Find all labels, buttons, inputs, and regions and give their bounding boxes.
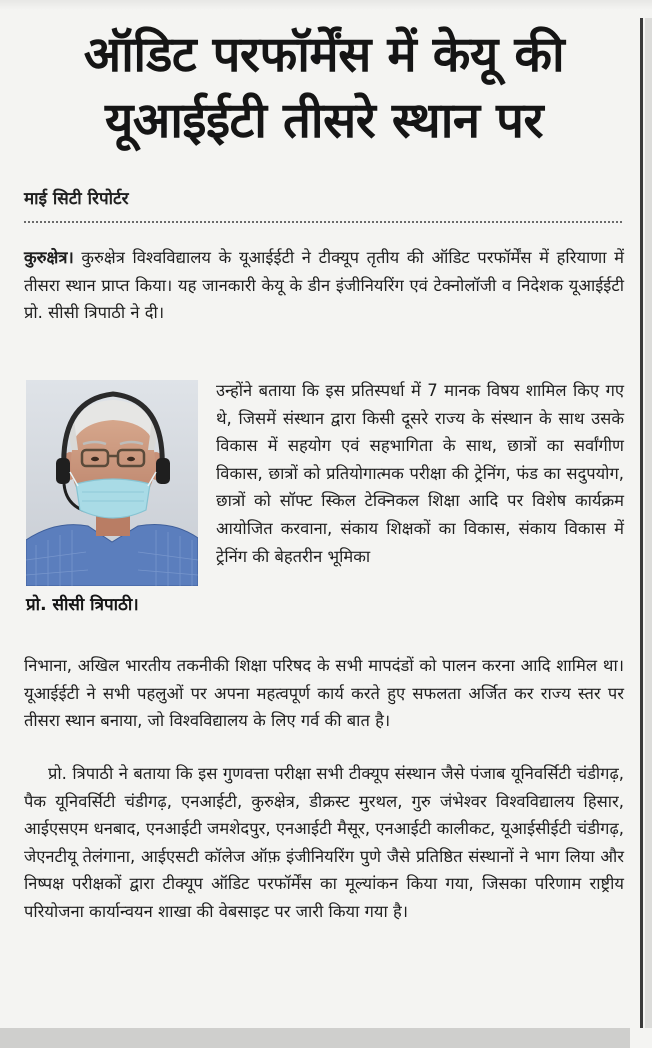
portrait-photo xyxy=(26,380,198,586)
portrait-illustration xyxy=(26,380,198,586)
column-divider xyxy=(640,18,643,1028)
next-article-edge xyxy=(0,1028,630,1048)
headline: ऑडिट परफॉर्मेंस में केयू की यूआईईटी तीसरे स्थान पर xyxy=(83,26,565,149)
byline-divider xyxy=(24,221,622,223)
paragraph-intro-text: कुरुक्षेत्र विश्वविद्यालय के यूआईईटी ने टीक्यूप तृतीय की ऑडिट परफॉर्मेंस में हरियाणा में तीसरा स्थान प्राप्त किया। यह जानकारी केयू के डीन इंजीनियरिंग एवं टेक्नोलॉजी व निदेशक यूआईईटी प्रो. सीसी त्रिपाठी ने दी। xyxy=(24,248,624,323)
top-edge xyxy=(0,0,652,10)
photo-caption: प्रो. सीसी त्रिपाठी। xyxy=(26,595,139,615)
byline: माई सिटी रिपोर्टर xyxy=(24,189,129,209)
paragraph-institutions: प्रो. त्रिपाठी ने बताया कि इस गुणवत्ता परीक्षा सभी टीक्यूप संस्थान जैसे पंजाब यूनिवर्सिटी चंडीगढ़, पैक यूनिवर्सिटी चंडीगढ़, एनआईटी, कुरुक्षेत्र, डीक्रस्ट मुरथल, गुरु जंभेश्वर विश्वविद्यालय हिसार, आईएसएम धनबाद, एनआईटी जमशेदपुर, एनआईटी मैसूर, एनआईटी कालीकट, यूआईसीईटी चंडीगढ़, जेएनटीयू तेलंगाना, आईएसटी कॉलेज ऑफ़ इंजीनियरिंग पुणे जैसे प्रतिष्ठित संस्थानों ने भाग लिया और निष्पक्ष परीक्षकों द्वारा टीक्यूप ऑडिट परफॉर्मेंस का मूल्यांकन किया गया, जिसका परिणाम राष्ट्रीय परियोजना कार्यान्वयन शाखा की वेबसाइट पर जारी किया गया है। xyxy=(24,764,624,921)
adjacent-column-edge xyxy=(645,18,652,1028)
dateline: कुरुक्षेत्र। xyxy=(24,248,74,267)
paragraph-column: उन्होंने बताया कि इस प्रतिस्पर्धा में 7 मानक विषय शामिल किए गए थे, जिसमें संस्थान द्वारा किसी दूसरे राज्य के संस्थान के साथ उसके विकास में सहयोग एवं सहभागिता के साथ, छात्रों का सर्वांगीण विकास, छात्रों को प्रतियोगात्मक परीक्षा की ट्रेनिंग, फंड का सदुपयोग, छात्रों को सॉफ्ट स्किल टेक्निकल शिक्षा आदि पर विशेष कार्यक्रम आयोजित करवाना, संकाय शिक्षकों का विकास, संकाय विकास में ट्रेनिंग की बेहतरीन भूमिका xyxy=(216,381,624,566)
paragraph-intro xyxy=(24,244,624,327)
paragraph-continued: निभाना, अखिल भारतीय तकनीकी शिक्षा परिषद के सभी मापदंडों को पालन करना आदि शामिल था। यूआईईटी ने सभी पहलुओं पर अपना महत्वपूर्ण कार्य करते हुए सफलता अर्जित कर राज्य स्तर पर तीसरा स्थान बनाया, जो विश्वविद्यालय के लिए गर्व की बात है। xyxy=(24,656,624,731)
